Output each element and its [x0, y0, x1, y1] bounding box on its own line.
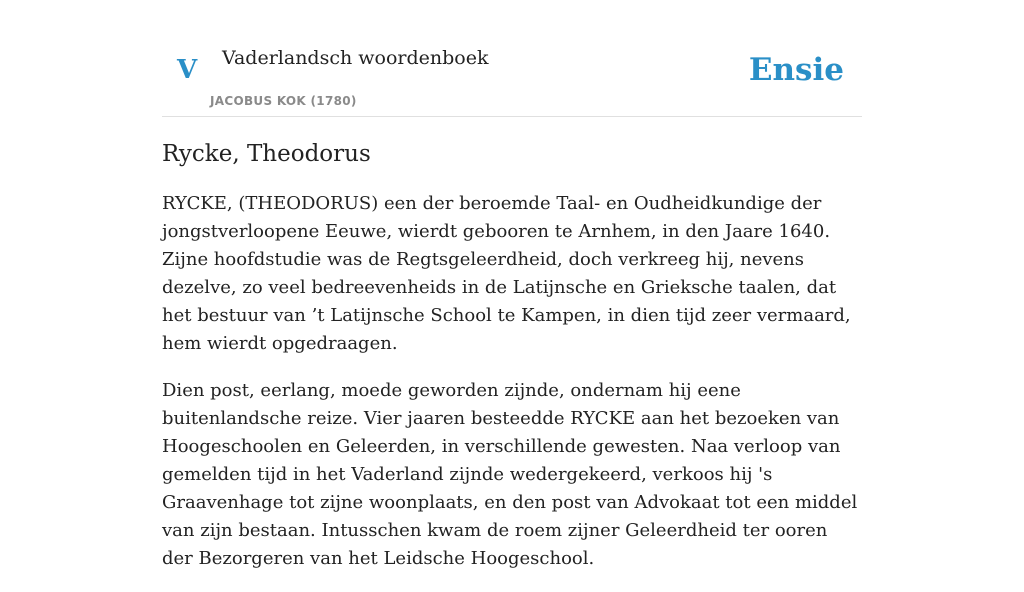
book-letter-link[interactable]: V: [177, 55, 198, 85]
entry-article: [162, 138, 862, 592]
book-author: JACOBUS KOK (1780): [210, 94, 357, 108]
site-logo[interactable]: Ensie: [748, 52, 844, 88]
entry-paragraph: Dien post, eerlang, moede geworden zijnde, ondernam hij eene buitenlandsche reize. Vier jaaren besteedde RYCKE aan het bezoeken van Hoogeschoolen en Geleerden, in verschillende gewesten. Naa verloop van gemelden tijd in het Vaderland zijnde wedergekeerd, verkoos hij 's Graavenhage tot zijne woonplaats, en den post van Advokaat tot een middel van zijn bestaan. Intusschen kwam de roem zijner Geleerdheid ter ooren der Bezorgeren van het Leidsche Hoogeschool.: [162, 380, 858, 569]
entry-paragraph: RYCKE, (THEODORUS) een der beroemde Taal- en Oudheidkundige der jongstverloopene Eeuwe, wierdt gebooren te Arnhem, in den Jaare 1640. Zijne hoofdstudie was de Regtsgeleerdheid, doch verkreeg hij, nevens dezelve, zo veel bedreevenheids in de Latijnsche en Grieksche taalen, dat het bestuur van ’t Latijnsche School te Kampen, in dien tijd zeer vermaard, hem wierdt opgedraagen.: [162, 193, 851, 354]
book-header: [162, 0, 862, 117]
book-title[interactable]: Vaderlandsch woordenboek: [222, 47, 489, 69]
entry-title: Rycke, Theodorus: [162, 141, 371, 167]
